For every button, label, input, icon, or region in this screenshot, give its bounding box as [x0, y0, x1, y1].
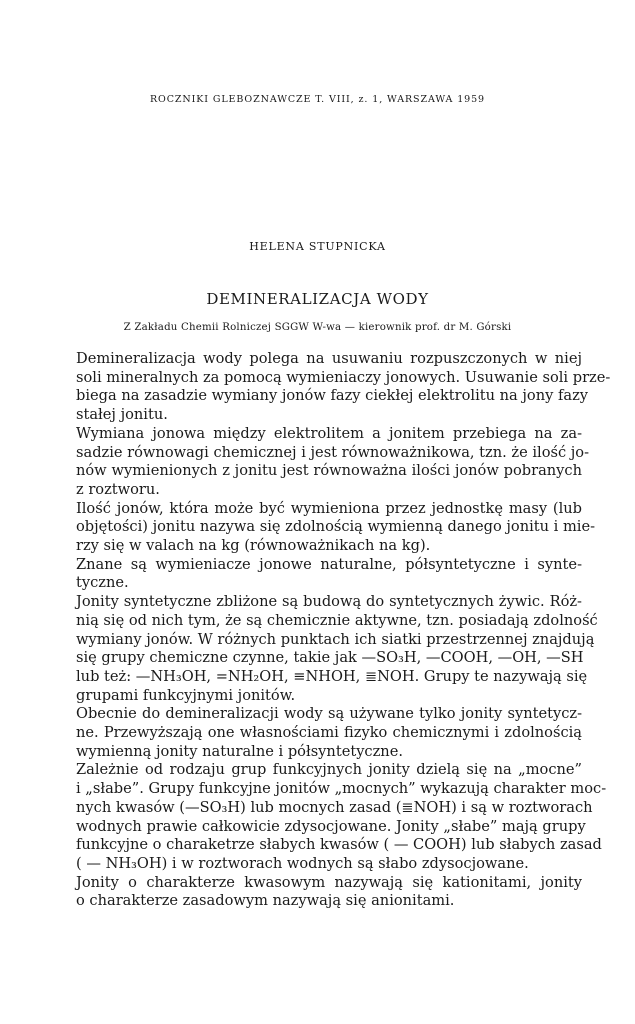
text-line: ne. Przewyższają one własnościami fizyko chemicznymi i zdolnością: [76, 724, 582, 742]
text-line: nych kwasów (—SO₃H) lub mocnych zasad (≣NOH) i są w roztworach: [76, 798, 593, 816]
body-paragraph: [76, 593, 598, 705]
body-paragraph: [76, 874, 582, 911]
body-paragraph: [76, 499, 596, 556]
text-line: Ilość jonów, która może być wymieniona przez jednostkę masy (lub: [76, 499, 582, 517]
text-line: tyczne.: [76, 574, 129, 592]
body-paragraph: [76, 761, 607, 873]
article-title: DEMINERALIZACJA WODY: [206, 290, 429, 308]
text-line: Jonity o charakterze kwasowym nazywają się kationitami, jonity: [76, 873, 582, 891]
text-line: i „słabe”. Grupy funkcyjne jonitów „mocnych” wykazują charakter moc-: [76, 780, 607, 798]
running-header: ROCZNIKI GLEBOZNAWCZE T. VIII, z. 1, WARSZAWA 1959: [149, 94, 485, 105]
text-line: grupami funkcyjnymi jonitów.: [76, 686, 296, 704]
text-line: Demineralizacja wody polega na usuwaniu rozpuszczonych w niej: [76, 350, 582, 367]
body-paragraph: [76, 424, 590, 500]
text-line: stałej jonitu.: [76, 406, 168, 424]
text-line: nów wymienionych z jonitu jest równoważna ilości jonów pobranych: [76, 462, 582, 480]
author-name: HELENA STUPNICKA: [249, 240, 386, 253]
text-line: funkcyjne o charaketrze słabych kwasów ( — COOH) lub słabych zasad: [76, 836, 602, 854]
text-line: biega na zasadzie wymiany jonów fazy ciekłej elektrolitu na jony fazy: [76, 387, 589, 405]
text-line: soli mineralnych za pomocą wymieniaczy jonowych. Usuwanie soli prze-: [76, 368, 611, 386]
body-paragraph: [76, 556, 582, 593]
text-line: objętości) jonitu nazywa się zdolnością wymienną danego jonitu i mie-: [76, 518, 596, 536]
text-line: Zależnie od rodzaju grup funkcyjnych jonity dzielą się na „mocne”: [76, 761, 582, 779]
body-paragraph: [76, 350, 611, 425]
text-line: o charakterze zasadowym nazywają się anionitami.: [76, 892, 455, 910]
text-line: Jonity syntetyczne zbliżone są budową do syntetycznych żywic. Róż-: [76, 593, 582, 611]
text-line: wymienną jonity naturalne i półsyntetyczne.: [76, 742, 403, 760]
text-line: się grupy chemiczne czynne, takie jak —SO₃H, —COOH, —OH, —SH: [76, 649, 584, 667]
article-body: [76, 350, 611, 911]
text-line: nią się od nich tym, że są chemicznie aktywne, tzn. posiadają zdolność: [76, 611, 598, 629]
text-line: Wymiana jonowa między elektrolitem a jonitem przebiega na za-: [76, 424, 582, 442]
text-line: lub też: —NH₃OH, =NH₂OH, ≡NHOH, ≣NOH. Grupy te nazywają się: [76, 667, 588, 685]
text-line: sadzie równowagi chemicznej i jest równoważnikowa, tzn. że ilość jo-: [76, 443, 590, 461]
text-line: Obecnie do demineralizacji wody są używane tylko jonity syntetycz-: [76, 705, 582, 723]
affiliation-line: Z Zakładu Chemii Rolniczej SGGW W-wa — kierownik prof. dr M. Górski: [123, 322, 512, 333]
text-line: wymiany jonów. W różnych punktach ich siatki przestrzennej znajdują: [76, 630, 595, 648]
text-line: z roztworu.: [76, 480, 160, 498]
text-line: Znane są wymieniacze jonowe naturalne, półsyntetyczne i synte-: [76, 555, 582, 573]
text-line: ( — NH₃OH) i w roztworach wodnych są słabo zdysocjowane.: [76, 854, 529, 872]
body-paragraph: [76, 705, 582, 761]
text-line: rzy się w valach na kg (równoważnikach na kg).: [76, 537, 431, 555]
text-line: wodnych prawie całkowicie zdysocjowane. Jonity „słabe” mają grupy: [76, 817, 586, 835]
